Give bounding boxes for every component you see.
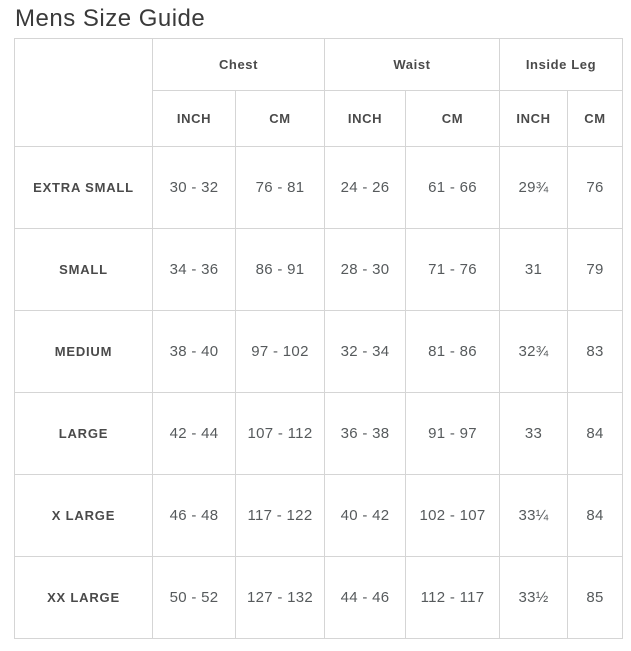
- column-group-inside-leg: Inside Leg: [500, 39, 623, 91]
- chest-inch-value: 50 - 52: [153, 557, 236, 639]
- waist-inch-value: 32 - 34: [325, 311, 406, 393]
- table-row-small: [15, 229, 623, 311]
- waist-cm-value: 61 - 66: [406, 147, 500, 229]
- chest-cm-value: 97 - 102: [236, 311, 325, 393]
- inside-leg-cm-value: 85: [568, 557, 623, 639]
- chest-inch-value: 34 - 36: [153, 229, 236, 311]
- chest-inch-value: 38 - 40: [153, 311, 236, 393]
- size-label: XX LARGE: [15, 557, 153, 639]
- table-header: [15, 39, 623, 147]
- column-group-waist: Waist: [325, 39, 500, 91]
- size-label: EXTRA SMALL: [15, 147, 153, 229]
- waist-inch-value: 36 - 38: [325, 393, 406, 475]
- table-row-xx-large: [15, 557, 623, 639]
- chest-inch-value: 30 - 32: [153, 147, 236, 229]
- inside-leg-inch-value: 31: [500, 229, 568, 311]
- size-label: MEDIUM: [15, 311, 153, 393]
- chest-cm-value: 107 - 112: [236, 393, 325, 475]
- inside-leg-cm-value: 76: [568, 147, 623, 229]
- inside-leg-inch-value: 29¾: [500, 147, 568, 229]
- group-header-row: [15, 39, 623, 91]
- chest-cm-value: 86 - 91: [236, 229, 325, 311]
- inside-leg-inch-value: 32¾: [500, 311, 568, 393]
- waist-cm-value: 102 - 107: [406, 475, 500, 557]
- size-guide-table: [14, 38, 623, 639]
- waist-cm-value: 91 - 97: [406, 393, 500, 475]
- table-row-large: [15, 393, 623, 475]
- chest-inch-value: 46 - 48: [153, 475, 236, 557]
- inside-leg-cm-value: 79: [568, 229, 623, 311]
- chest-cm-value: 117 - 122: [236, 475, 325, 557]
- chest-cm-value: 127 - 132: [236, 557, 325, 639]
- inside-leg-cm-value: 84: [568, 475, 623, 557]
- corner-cell: [15, 39, 153, 147]
- waist-inch-value: 28 - 30: [325, 229, 406, 311]
- waist-inch-value: 24 - 26: [325, 147, 406, 229]
- table-body: [15, 147, 623, 639]
- table-row-extra-small: [15, 147, 623, 229]
- inside-leg-inch-value: 33: [500, 393, 568, 475]
- size-label: SMALL: [15, 229, 153, 311]
- waist-cm-value: 112 - 117: [406, 557, 500, 639]
- chest-inch-header: INCH: [153, 91, 236, 147]
- size-label: LARGE: [15, 393, 153, 475]
- page-title: Mens Size Guide: [15, 5, 206, 32]
- table-row-x-large: [15, 475, 623, 557]
- column-group-chest: Chest: [153, 39, 325, 91]
- inside-leg-inch-value: 33¼: [500, 475, 568, 557]
- inside-leg-inch-header: INCH: [500, 91, 568, 147]
- inside-leg-cm-header: CM: [568, 91, 623, 147]
- inside-leg-cm-value: 83: [568, 311, 623, 393]
- waist-inch-value: 44 - 46: [325, 557, 406, 639]
- chest-inch-value: 42 - 44: [153, 393, 236, 475]
- chest-cm-value: 76 - 81: [236, 147, 325, 229]
- size-label: X LARGE: [15, 475, 153, 557]
- waist-cm-value: 81 - 86: [406, 311, 500, 393]
- inside-leg-inch-value: 33½: [500, 557, 568, 639]
- waist-inch-value: 40 - 42: [325, 475, 406, 557]
- inside-leg-cm-value: 84: [568, 393, 623, 475]
- waist-cm-value: 71 - 76: [406, 229, 500, 311]
- waist-cm-header: CM: [406, 91, 500, 147]
- waist-inch-header: INCH: [325, 91, 406, 147]
- table-row-medium: [15, 311, 623, 393]
- chest-cm-header: CM: [236, 91, 325, 147]
